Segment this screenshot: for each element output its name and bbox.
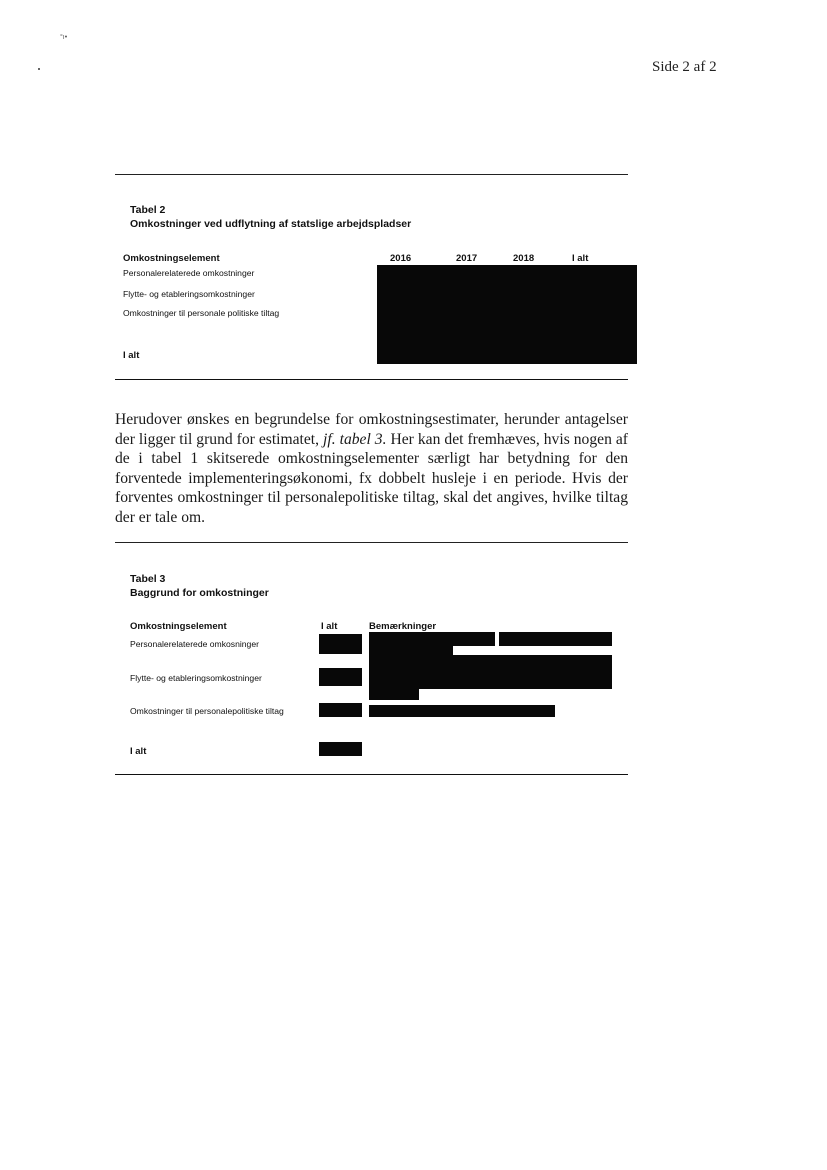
table3-col-element: Omkostningselement bbox=[130, 621, 227, 632]
table2-row-label: Flytte- og etableringsomkostninger bbox=[123, 289, 255, 299]
paragraph-text: Her kan det fremhæves, hvis nogen af de i tabel 1 skitserede omkostningselementer særligt har betydning for den forventede implementeringsøkonomi, fx dobbelt husleje i en periode. Hvis der forventes omkostninger til personalepolitiske tiltag, skal det angives, hvilke tiltag der er tale om. bbox=[115, 430, 628, 526]
table2-row-label: Omkostninger til personale politiske tiltag bbox=[123, 308, 280, 318]
table2-total-label: I alt bbox=[123, 350, 140, 361]
table2-bottom-rule bbox=[115, 379, 628, 380]
table3-redacted-total bbox=[319, 634, 362, 654]
table2-row-label: Personalerelaterede omkostninger bbox=[123, 268, 255, 278]
table2-col-total: I alt bbox=[572, 253, 589, 264]
body-paragraph bbox=[115, 410, 628, 528]
scan-marks: °ı• bbox=[60, 34, 68, 41]
table3-row-label: Personalerelaterede omkosninger bbox=[130, 639, 259, 649]
table3-bottom-rule bbox=[115, 774, 628, 775]
table3-row-label: Flytte- og etableringsomkostninger bbox=[130, 673, 262, 683]
table2-top-rule bbox=[115, 174, 628, 175]
table2-col-element: Omkostningselement bbox=[123, 253, 220, 264]
table3-label: Tabel 3 bbox=[130, 573, 166, 585]
table2-col-2018: 2018 bbox=[513, 253, 535, 264]
table3-col-total: I alt bbox=[321, 621, 338, 632]
page-number: Side 2 af 2 bbox=[652, 59, 717, 75]
table3-col-remarks: Bemærkninger bbox=[369, 621, 437, 632]
table2-redacted-values bbox=[377, 265, 637, 364]
table3-redacted-remarks bbox=[499, 632, 612, 646]
table3-redacted-remarks bbox=[369, 655, 612, 689]
table3-redacted-remarks bbox=[369, 705, 555, 717]
table2-label: Tabel 2 bbox=[130, 204, 166, 216]
table2-title: Omkostninger ved udflytning af statslige arbejdspladser bbox=[130, 218, 412, 230]
table3-redacted-total bbox=[319, 703, 362, 717]
table3-total-label: I alt bbox=[130, 746, 147, 757]
table3-redacted-remarks bbox=[369, 632, 495, 646]
table2-col-2017: 2017 bbox=[456, 253, 478, 264]
table3-row-label: Omkostninger til personalepolitiske tiltag bbox=[130, 706, 284, 716]
table3-redacted-total bbox=[319, 742, 362, 756]
paragraph-text: Herudover ønskes en begrundelse for omkostningsestimater, herunder antagelser der ligger til grund for estimatet, bbox=[115, 411, 628, 448]
scan-speck bbox=[38, 68, 40, 70]
table3-redacted-remarks bbox=[369, 688, 419, 700]
table3-title: Baggrund for omkostninger bbox=[130, 587, 269, 599]
paragraph-reference: jf. tabel 3. bbox=[323, 430, 387, 448]
table3-top-rule bbox=[115, 542, 628, 543]
table2-col-2016: 2016 bbox=[390, 253, 412, 264]
table3-redacted-total bbox=[319, 668, 362, 686]
